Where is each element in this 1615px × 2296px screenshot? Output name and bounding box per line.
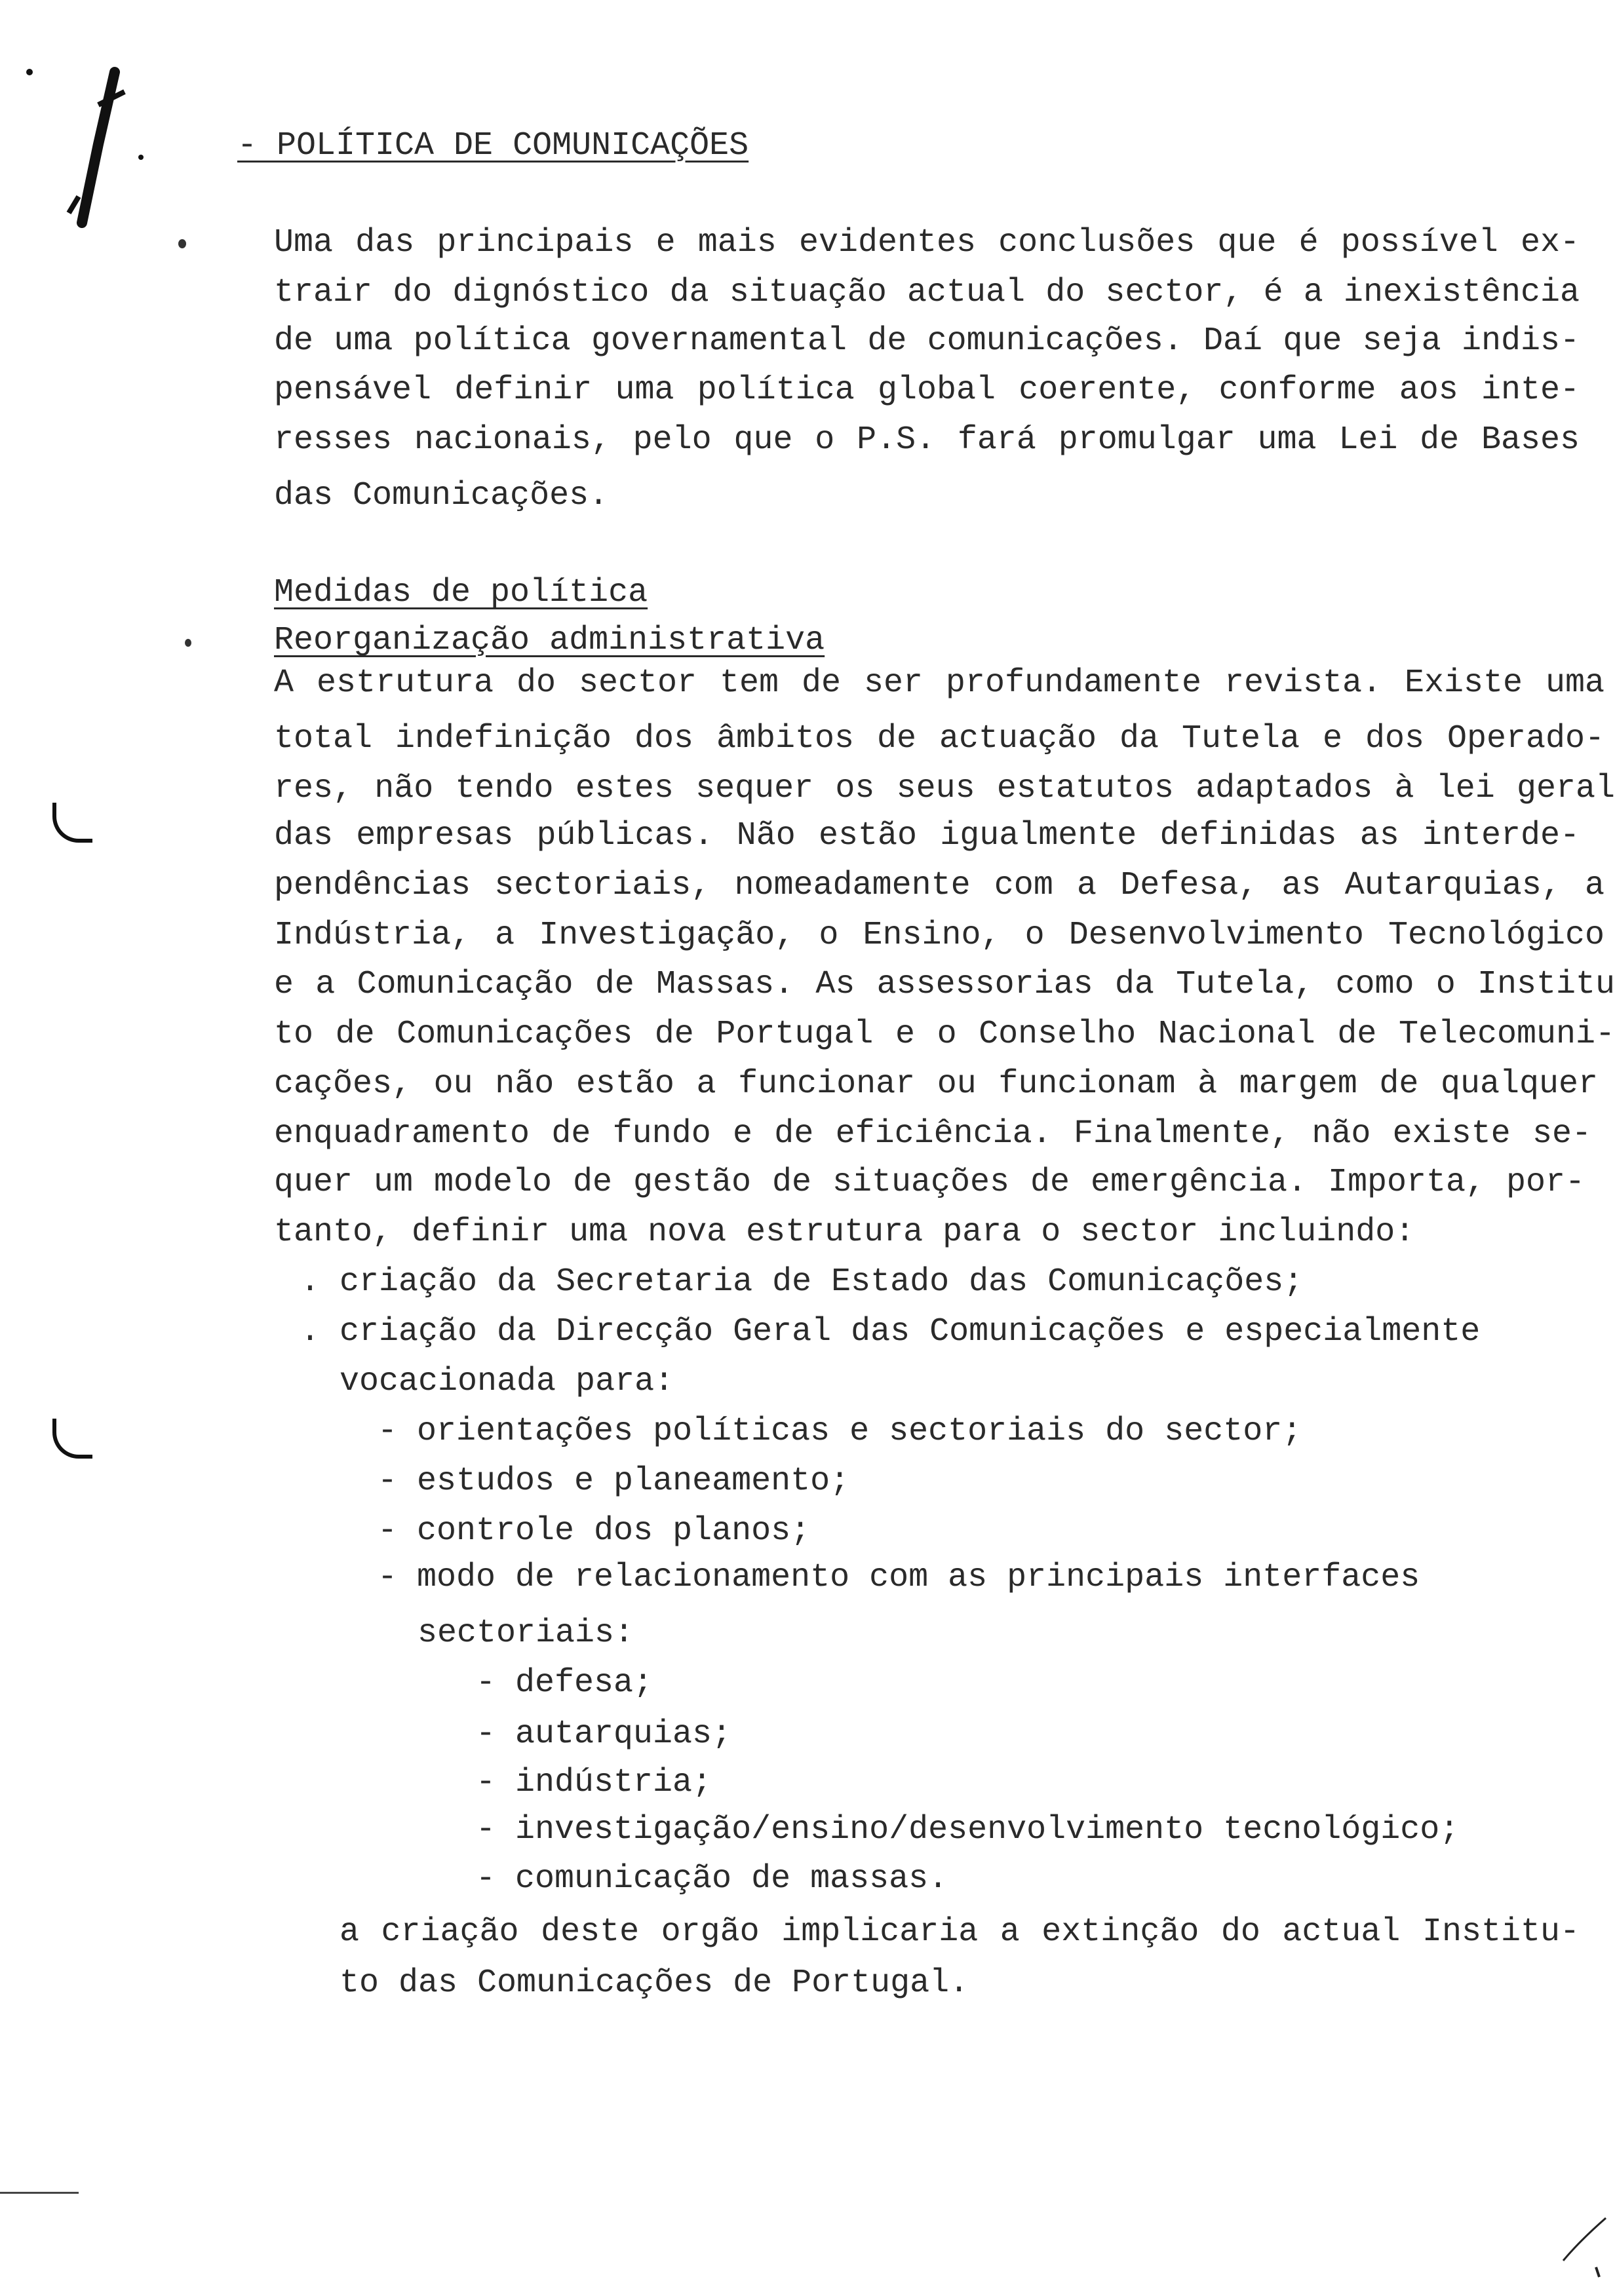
binder-hole-mark — [52, 803, 92, 843]
text-line: A estrutura do sector tem de ser profundamente revista. Existe uma — [274, 664, 1605, 702]
list-item: - defesa; — [476, 1664, 653, 1702]
text-line: Uma das principais e mais evidentes conclusões que é possível ex- — [274, 224, 1580, 261]
list-item: - estudos e planeamento; — [378, 1463, 850, 1500]
margin-dot — [178, 239, 186, 248]
document-title: - POLÍTICA DE COMUNICAÇÕES — [237, 127, 749, 164]
text-line: quer um modelo de gestão de situações de emergência. Importa, por- — [274, 1164, 1585, 1201]
margin-dot — [26, 69, 33, 75]
text-line: tanto, definir uma nova estrutura para o sector incluindo: — [274, 1214, 1415, 1251]
list-item: - comunicação de massas. — [476, 1860, 948, 1898]
text-line: resses nacionais, pelo que o P.S. fará promulgar uma Lei de Bases — [274, 421, 1580, 459]
scan-edge-line — [0, 2192, 79, 2194]
text-line: to das Comunicações de Portugal. — [340, 1964, 969, 2002]
text-line: to de Comunicações de Portugal e o Conselho Nacional de Telecomuni- — [274, 1016, 1615, 1053]
text-line: pensável definir uma política global coerente, conforme aos inte- — [274, 372, 1580, 409]
list-item-continuation: sectoriais: — [418, 1615, 634, 1652]
text-line: de uma política governamental de comunicações. Daí que seja indis- — [274, 322, 1580, 360]
list-item: - investigação/ensino/desenvolvimento tecnológico; — [476, 1811, 1460, 1848]
text-line: das Comunicações. — [274, 477, 609, 514]
text-line: trair do dignóstico da situação actual do sector, é a inexistência — [274, 274, 1580, 311]
handwritten-page-number — [52, 66, 151, 236]
text-line: e a Comunicação de Massas. As assessorias da Tutela, como o Institu — [274, 966, 1615, 1003]
text-line: enquadramento de fundo e de eficiência. Finalmente, não existe se- — [274, 1115, 1591, 1153]
text-line: das empresas públicas. Não estão igualmente definidas as interde- — [274, 817, 1580, 854]
text-line: Indústria, a Investigação, o Ensino, o Desenvolvimento Tecnológico — [274, 917, 1605, 954]
list-item: . criação da Direcção Geral das Comunicações e especialmente — [300, 1313, 1481, 1350]
section-heading-measures: Medidas de política — [274, 574, 648, 611]
list-item: - modo de relacionamento com as principais interfaces — [378, 1559, 1420, 1596]
binder-hole-mark — [52, 1419, 92, 1459]
text-line: res, não tendo estes sequer os seus estatutos adaptados à lei geral — [274, 770, 1615, 807]
list-item: - indústria; — [476, 1764, 712, 1801]
corner-pen-mark — [1560, 2215, 1612, 2280]
section-heading-reorganization: Reorganização administrativa — [274, 622, 825, 659]
list-item: - autarquias; — [476, 1715, 732, 1753]
text-line: total indefinição dos âmbitos de actuação da Tutela e dos Operado- — [274, 720, 1605, 757]
list-item: - orientações políticas e sectoriais do sector; — [378, 1413, 1302, 1450]
text-line: a criação deste orgão implicaria a extinção do actual Institu- — [340, 1913, 1580, 1951]
margin-dot — [185, 639, 191, 647]
text-line: cações, ou não estão a funcionar ou funcionam à margem de qualquer — [274, 1065, 1598, 1103]
list-item: - controle dos planos; — [378, 1512, 811, 1550]
list-item-continuation: vocacionada para: — [340, 1363, 674, 1400]
text-line: pendências sectoriais, nomeadamente com a Defesa, as Autarquias, a — [274, 867, 1605, 904]
list-item: . criação da Secretaria de Estado das Comunicações; — [300, 1263, 1304, 1301]
